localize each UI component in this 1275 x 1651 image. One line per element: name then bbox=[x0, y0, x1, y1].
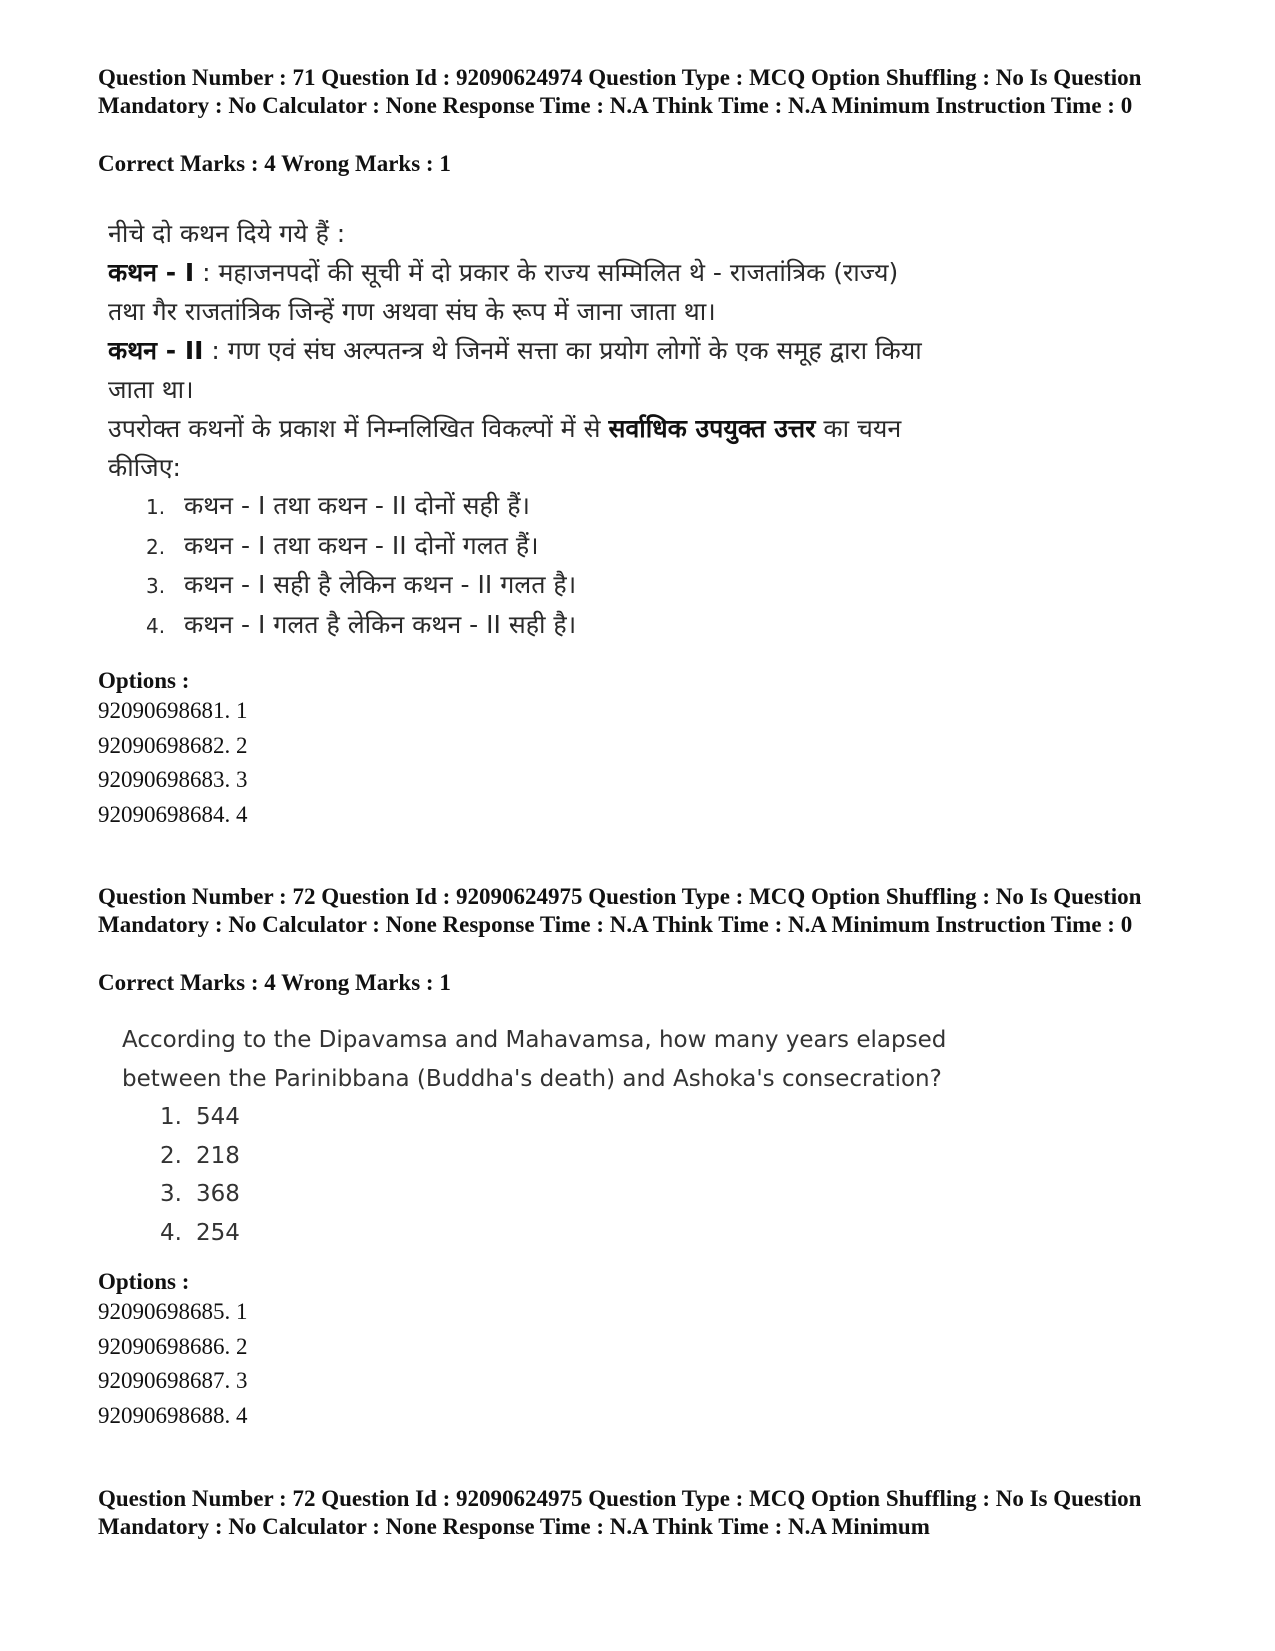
question-text-continued: between the Parinibbana (Buddha's death) and Ashoka's consecration? bbox=[122, 1065, 942, 1092]
statement-1 bbox=[108, 253, 968, 292]
statement-1-label: कथन - I bbox=[108, 258, 195, 287]
options-heading: Options : bbox=[98, 1269, 190, 1294]
statement-1-text: : महाजनपदों की सूची में दो प्रकार के राज्य सम्मिलित थे - राजतांत्रिक (राज्य) bbox=[194, 258, 899, 287]
statement-2-text: : गण एवं संघ अल्पतन्त्र थे जिनमें सत्ता का प्रयोग लोगों के एक समूह द्वारा किया bbox=[203, 336, 922, 365]
prompt-emphasis: सर्वाधिक उपयुक्त उत्तर bbox=[608, 414, 816, 443]
answer-choice: 3. 368 bbox=[160, 1181, 240, 1207]
answer-choice: 2. कथन - I तथा कथन - II दोनों गलत हैं। bbox=[146, 530, 539, 560]
option-item: 92090698683. 3 bbox=[98, 767, 248, 792]
statement-2-continued: जाता था। bbox=[108, 375, 194, 404]
question-text: According to the Dipavamsa and Mahavamsa, how many years elapsed bbox=[122, 1027, 947, 1053]
question-72-body bbox=[122, 1021, 1002, 1252]
answer-choices bbox=[108, 487, 968, 645]
question-prompt: उपरोक्त कथनों के प्रकाश में निम्नलिखित विकल्पों में से सर्वाधिक उपयुक्त उत्तर का चयन bbox=[108, 414, 902, 443]
question-72-marks: Correct Marks : 4 Wrong Marks : 1 bbox=[98, 970, 451, 995]
statement-2 bbox=[108, 331, 968, 370]
options-list bbox=[98, 1295, 248, 1433]
option-item: 92090698681. 1 bbox=[98, 698, 248, 723]
answer-choice: 4. कथन - I गलत है लेकिन कथन - II सही है। bbox=[146, 609, 577, 639]
statement-1-continued: तथा गैर राजतांत्रिक जिन्हें गण अथवा संघ के रूप में जाना जाता था। bbox=[108, 297, 716, 326]
option-item: 92090698685. 1 bbox=[98, 1299, 248, 1324]
answer-choice: 1. 544 bbox=[160, 1104, 240, 1130]
option-item: 92090698688. 4 bbox=[98, 1402, 248, 1428]
statement-2-label: कथन - II bbox=[108, 336, 204, 365]
question-72-meta: Question Number : 72 Question Id : 92090624975 Question Type : MCQ Option Shuffling : No Is Question Mandatory : No Calculator : None Response Time : N.A Think Time : N.A Minimum Instruction Time : 0 bbox=[98, 884, 1142, 937]
question-71-meta: Question Number : 71 Question Id : 92090624974 Question Type : MCQ Option Shuffling : No Is Question Mandatory : No Calculator : None Response Time : N.A Think Time : N.A Minimum Instruction Time : 0 bbox=[98, 65, 1142, 118]
option-item: 92090698687. 3 bbox=[98, 1368, 248, 1393]
option-item: 92090698686. 2 bbox=[98, 1333, 248, 1359]
question-prompt-continued: कीजिए: bbox=[108, 453, 181, 482]
question-72-repeat-meta: Question Number : 72 Question Id : 92090624975 Question Type : MCQ Option Shuffling : No Is Question Mandatory : No Calculator : None Response Time : N.A Think Time : N.A Minimum bbox=[98, 1486, 1142, 1539]
answer-choice: 2. 218 bbox=[160, 1142, 240, 1169]
answer-choice: 3. कथन - I सही है लेकिन कथन - II गलत है। bbox=[146, 570, 577, 599]
question-intro: नीचे दो कथन दिये गये हैं : bbox=[108, 219, 346, 248]
answer-choices bbox=[122, 1098, 1002, 1252]
answer-choice: 4. 254 bbox=[160, 1219, 240, 1246]
options-list bbox=[98, 694, 248, 832]
question-71-marks: Correct Marks : 4 Wrong Marks : 1 bbox=[98, 151, 451, 176]
option-item: 92090698684. 4 bbox=[98, 801, 248, 827]
answer-choice: 1. कथन - I तथा कथन - II दोनों सही हैं। bbox=[146, 491, 530, 520]
option-item: 92090698682. 2 bbox=[98, 732, 248, 758]
question-71-body bbox=[108, 214, 968, 645]
options-heading: Options : bbox=[98, 668, 190, 693]
